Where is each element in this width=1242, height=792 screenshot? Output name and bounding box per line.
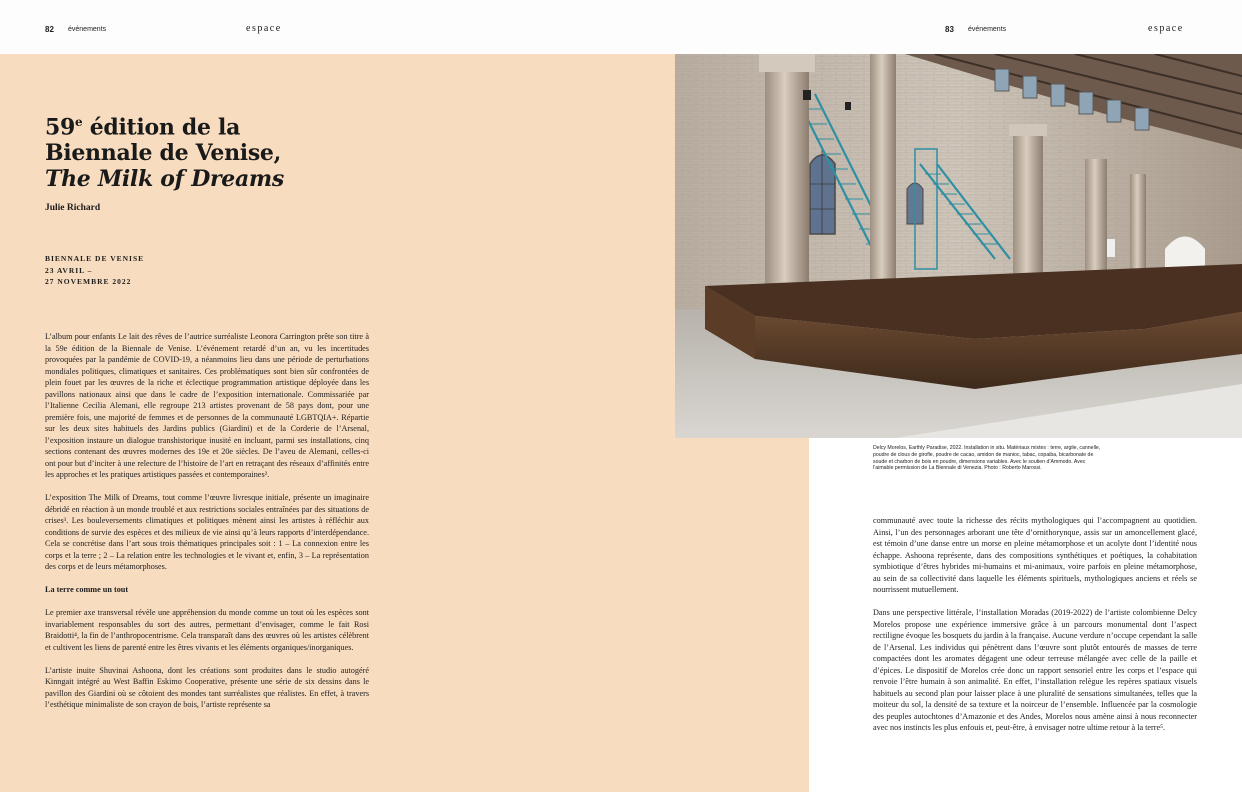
body-paragraph-2: L’exposition The Milk of Dreams, tout comme l’œuvre livresque initiale, présente un imaginaire débridé en réaction à un monde troublé et aux restrictions sociales entraînées par des situations de crises³. Les bouleversements climatiques et politiques mènent ainsi les artistes à réfléchir aux conditions de survie des espèces et des milieux de vie ainsi qu’à leurs rapports d’interdépendance. Cela se concrétise dans l’art sous trois thématiques principales soit : 1 – La connexion entre les corps et la terre ; 2 – La relation entre les technologies et le vivant et, enfin, 3 – La représentation des corps et de leurs métamorphoses.	[45, 493, 369, 571]
right-magazine-name: espace	[1148, 23, 1184, 34]
article-title	[45, 109, 375, 192]
title-line2: Biennale de Venise,	[45, 140, 281, 167]
left-section-label: événements	[68, 26, 107, 33]
body-paragraph-5: communauté avec toute la richesse des récits mythologiques qui l’accompagnent au quotidien. Ainsi, l’un des personnages arborant une tête d’ornithorynque, assis sur un amoncellement glacé, est témoin d’une danse entre un morse en pleine métamorphose et un acolyte dont l’identité nous échappe. Ashoona représente, dans des compositions synthétiques et poétiques, la cohabitation symbiotique d’êtres hybrides mi-humains et mi-animaux, voire parfois en pleine métamorphose, au sein de sa collectivité dans laquelle les éléments spirituels, mythologiques anciens et réels se nourrissent mutuellement.	[873, 516, 1197, 594]
event-info	[45, 253, 245, 288]
title-line3: The Milk of Dreams	[45, 166, 284, 193]
article-column-right	[873, 515, 1197, 745]
title-line1-rest: édition de la	[82, 114, 241, 141]
article-author: Julie Richard	[45, 203, 101, 213]
event-name: BIENNALE DE VENISE	[45, 254, 145, 263]
body-paragraph-6: Dans une perspective littérale, l’installation Moradas (2019-2022) de l’artiste colombienne Delcy Morelos propose une expérience immersive grâce à un parcours monumental dont l’aspect rectiligne évoque les bosquets du jardin à la française. Aucune verdure n’occupe cependant la salle de l’Arsenal. Les individus qui pénètrent dans l’œuvre sont plutôt entourés de masses de terre compactées dont les aromates dégagent une odeur terreuse mélangée avec celle de la paille et d’épices. Le dispositif de Morelos crée donc un rapport sensoriel entre les corps et l’espace qui renvoie l’être humain à son animalité. En effet, l’installation relègue les repères spatiaux visuels habituels au second plan pour laisser place à une pluralité de sensations simultanées, telles que la moiteur du sol, la densité de sa texture et la noirceur de l’ensemble. Influencée par la cosmologie des peuples autochtones d’Amazonie et des Andes, Morelos nous amène ainsi à nous reconnecter avec nos instincts les plus enfouis et, peut-être, à envisager notre ultime retour à la terre⁵.	[873, 608, 1197, 732]
body-paragraph-3: Le premier axe transversal révèle une appréhension du monde comme un tout où les espèces sont invariablement responsables du sort des autres, permettant d’envisager, comme le fait Rosi Braidotti⁴, la fin de l’anthropocentrisme. Cela transparaît dans des œuvres où les artistes célèbrent et cultivent les liens de parenté entre les êtres vivants et les éléments organiques/inorganiques.	[45, 608, 369, 652]
left-page-number: 82	[45, 25, 54, 34]
event-end-date: 27 NOVEMBRE 2022	[45, 277, 132, 286]
right-page-number: 83	[945, 25, 954, 34]
section-subheading: La terre comme un tout	[45, 585, 129, 594]
body-paragraph-4: L’artiste inuite Shuvinai Ashoona, dont les créations sont produites dans le studio autogéré Kinngait intégré au West Baffin Eskimo Cooperative, présente une série de six dessins dans le pavillon des Giardini où se côtoient des mondes tant surréalistes que réalistes. En effet, à travers l’esthétique minimaliste de son crayon de bois, l’artiste représente sa	[45, 665, 369, 709]
installation-photo-image	[675, 54, 1242, 438]
right-section-label: événements	[968, 26, 1007, 33]
article-column-left	[45, 331, 369, 722]
page-header	[0, 0, 1242, 55]
title-superscript: e	[75, 115, 83, 129]
left-magazine-name: espace	[246, 23, 282, 34]
title-number: 59	[45, 114, 76, 141]
photo-caption: Delcy Morelos, Earthly Paradise, 2022. Installation in situ. Matériaux mixtes : terre, argile, cannelle, poudre de clous de girofle, poudre de cacao, amidon de manioc, tabac, copaiba, bicarbonate de soude et charbon de bois en poudre, dimensions variables. Avec le soutien d’Ammodo. Avec l’aimable permission de La Biennale di Venezia. Photo : Roberto Marossi.	[873, 445, 1101, 472]
intro-paragraph: L’album pour enfants Le lait des rêves de l’autrice surréaliste Leonora Carrington prête son titre à la 59e édition de la Biennale de Venise. L’événement retardé d’un an, vu les incertitudes provoquées par la pandémie de COVID-19, a néanmoins lieu dans une période de perturbations mondiales politiques, climatiques et sanitaires. Ces problématiques sont bien sûr confrontées de plein fouet par les œuvres de la riche et éclectique programmation artistique déployée dans les pavillons nationaux ainsi que dans le cadre de l’exposition internationale. Commissariée par l’Italienne Cecilia Alemani, elle regroupe 213 artistes provenant de 58 pays dont, pour une première fois, une majorité de femmes et de personnes de la communauté LGBTQIA+. Répartie sur les deux sites habituels des Jardins publics (Giardini) et de la Corderie de l’Arsenal, l’exposition instaure un dialogue transhistorique inusité en incluant, parmi ses installations, cinq sections contenant des œuvres modernes des 19e et 20e siècles. De l’aveu de Alemani, celles-ci ont pour but d’inciter à une relecture de l’histoire de l’art en retraçant des réseaux d’affinités entre les approches et les pratiques artistiques passées et contemporaines².	[45, 332, 369, 479]
event-start-date: 23 AVRIL –	[45, 265, 93, 275]
installation-photo	[675, 54, 1242, 438]
